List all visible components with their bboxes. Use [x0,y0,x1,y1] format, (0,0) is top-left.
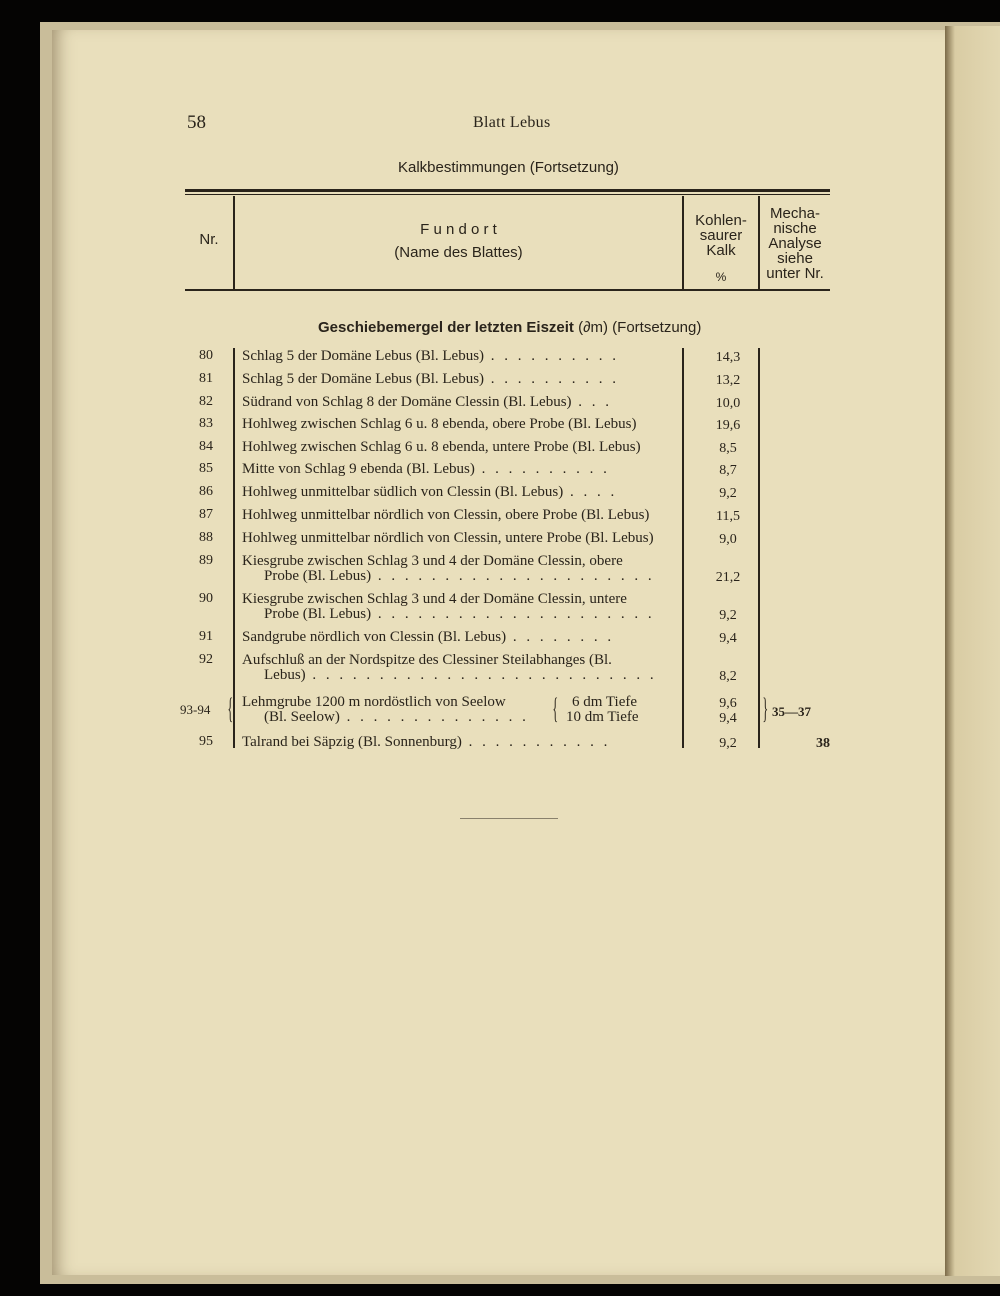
table-row [52,553,945,591]
section-heading-rest: (∂m) (Fortsetzung) [573,319,702,336]
table-caption: Kalkbestimmungen (Fortsetzung) [398,159,619,176]
depth-1: 6 dm Tiefe [572,694,638,710]
row-location [242,348,619,365]
row-nr: 81 [199,371,213,386]
row-nr: 85 [199,461,213,476]
row-dots: . . . . . . . . . . [474,461,610,477]
row-location-2 [264,709,529,726]
header-kalk-1: Kohlen- [695,212,747,229]
table-row [52,591,945,629]
row-nr: 86 [199,484,213,499]
row-value: 8,7 [719,463,737,478]
header-mech-3: Analyse [768,235,822,252]
table-row-93-94 [52,694,945,734]
header-fundort-sub: (Name des Blattes) [394,244,523,261]
row-location-1: Lehmgrube 1200 m nordöstlich von Seelow [242,694,506,710]
table-row-95 [52,734,945,754]
table-top-rule-thin [185,194,830,195]
row-location [242,371,619,388]
row-value: 9,2 [719,736,737,751]
row-location-text: Schlag 5 der Domäne Lebus (Bl. Lebus) [242,371,485,387]
row-value: 9,2 [719,486,737,501]
brace-mid: { [552,692,559,725]
row-location [242,484,617,501]
header-mech-1: Mecha- [769,205,821,222]
row-value: 9,0 [719,532,737,547]
row-location [242,394,612,411]
brace-left: { [227,692,234,725]
row-value: 9,4 [719,631,737,646]
row-location-text-2: Probe (Bl. Lebus) [264,606,372,622]
row-location-text: Hohlweg zwischen Schlag 6 u. 8 ebenda, obere Probe (Bl. Lebus) [242,416,637,432]
row-location [242,734,610,751]
row-dots-2: . . . . . . . . . . . . . . . . . . . . . . . . . . [305,667,657,683]
row-dots: . . . [571,394,613,410]
row-dots: . . . . . . . . . . [484,371,620,387]
row-value: 8,5 [719,441,737,456]
header-divider-1 [233,196,235,289]
adjacent-page-edge [945,26,1000,1276]
header-bottom-rule [185,289,830,291]
table-top-rule [185,189,830,192]
row-location-text: Sandgrube nördlich von Clessin (Bl. Lebus) [242,629,507,645]
row-nr: 82 [199,394,213,409]
row-value: 8,2 [719,669,737,684]
running-title: Blatt Lebus [473,114,551,131]
row-location-continued [264,606,655,623]
row-location [242,507,649,524]
row-location-continued [264,667,657,684]
row-location [242,461,610,478]
row-location-text: Südrand von Schlag 8 der Domäne Clessin (Bl. Lebus) [242,394,572,410]
header-kalk-unit: % [715,270,727,284]
row-location-text: Schlag 5 der Domäne Lebus (Bl. Lebus) [242,348,485,364]
value-1: 9,6 [719,696,737,711]
row-location-text: Kiesgrube zwischen Schlag 3 und 4 der Domäne Clessin, obere [242,553,623,569]
row-location-text: Hohlweg zwischen Schlag 6 u. 8 ebenda, untere Probe (Bl. Lebus) [242,439,641,455]
brace-right: } [762,692,769,725]
end-rule [460,818,558,819]
row-location-text: Hohlweg unmittelbar nördlich von Clessin, untere Probe (Bl. Lebus) [242,530,654,546]
value-2: 9,4 [719,711,737,726]
row-location-continued [264,568,655,585]
row-location [242,439,641,456]
row-nr: 89 [199,553,213,568]
row-value: 9,2 [719,608,737,623]
header-fundort: F u n d o r t [420,221,497,238]
row-location-text-2: Lebus) [264,667,306,683]
row-dots: . . . . . . . . [506,629,615,645]
row-location-text: Aufschluß an der Nordspitze des Clessiner Steilabhanges (Bl. [242,652,612,668]
row-value: 19,6 [715,418,741,433]
row-value: 11,5 [716,509,740,524]
header-kalk-3: Kalk [706,242,736,259]
row-location-2-text: (Bl. Seelow) [264,709,340,725]
row-dots: . . . . [563,484,618,500]
row-dots: . . . . . . . . . . . . . . [339,709,529,725]
depth-2: 10 dm Tiefe [566,709,639,725]
row-location [242,416,636,433]
header-mech-5: unter Nr. [766,265,824,282]
row-location-text: Hohlweg unmittelbar südlich von Clessin (Bl. Lebus) [242,484,564,500]
row-nr: 93-94 [180,702,211,717]
section-heading [318,319,701,336]
row-location-text: Hohlweg unmittelbar nördlich von Clessin, obere Probe (Bl. Lebus) [242,507,650,523]
header-nr: Nr. [199,231,219,248]
row-nr: 84 [199,439,213,454]
row-nr: 95 [199,734,213,749]
row-nr: 91 [199,629,213,644]
row-nr: 87 [199,507,213,522]
row-nr: 88 [199,530,213,545]
row-dots-2: . . . . . . . . . . . . . . . . . . . . . [371,606,655,622]
row-nr: 80 [199,348,213,363]
header-kalk-2: saurer [699,227,743,244]
row-nr: 83 [199,416,213,431]
analysis-ref: 35—37 [772,704,811,719]
page-number: 58 [187,112,206,133]
row-dots: . . . . . . . . . . . [461,734,611,750]
row-location-text: Talrand bei Säpzig (Bl. Sonnenburg) [242,734,462,750]
row-value: 21,2 [715,570,741,585]
row-nr: 92 [199,652,213,667]
header-mech-2: nische [773,220,817,237]
row-nr: 90 [199,591,213,606]
row-value: 13,2 [715,373,741,388]
row-value: 10,0 [715,396,741,411]
row-location-text: Mitte von Schlag 9 ebenda (Bl. Lebus) [242,461,475,477]
row-location-text: Kiesgrube zwischen Schlag 3 und 4 der Domäne Clessin, untere [242,591,627,607]
table-row [52,652,945,690]
book-page [52,30,945,1275]
row-dots: . . . . . . . . . . [484,348,620,364]
analysis-ref: 38 [816,736,830,751]
row-location [242,530,654,547]
row-dots-2: . . . . . . . . . . . . . . . . . . . . . [371,568,655,584]
row-value: 14,3 [715,350,741,365]
row-location [242,629,614,646]
row-location-text-2: Probe (Bl. Lebus) [264,568,372,584]
section-heading-bold: Geschiebemergel der letzten Eiszeit [318,319,574,336]
header-mech-4: siehe [777,250,813,267]
